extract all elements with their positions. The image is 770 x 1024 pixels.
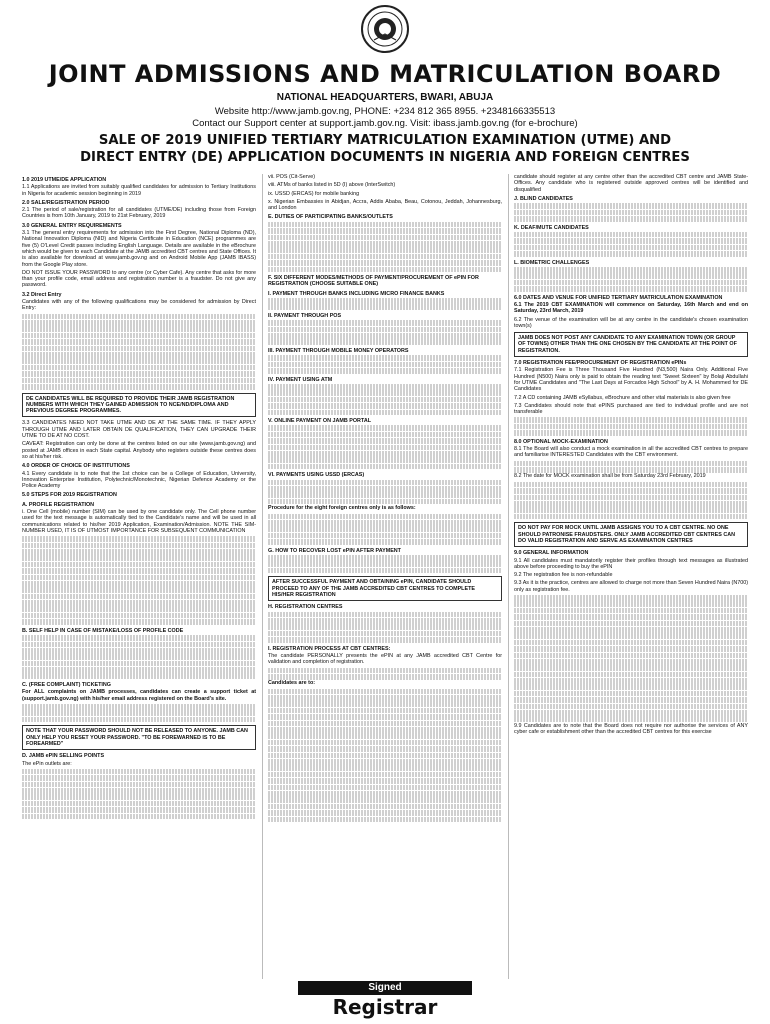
paragraph: 6.1 The 2019 CBT EXAMINATION will commence on Saturday, 16th March and end on Saturday, 23rd March, 2019 [514,301,748,315]
text-line [22,717,256,723]
paragraph: 9.1 All candidates must mandatorily register their profiles through text messages as illustrated above before proceeding to buy the ePIN [514,557,748,570]
text-line [268,438,502,444]
text-line [514,216,748,222]
text-line [268,235,502,241]
text-line [514,627,748,633]
notice-box: DE CANDIDATES WILL BE REQUIRED TO PROVIDE THEIR JAMB REGISTRATION NUMBERS WITH WHICH THEY GAINED ADMISSION TO NCE/ND/DIPLOMA AND PREVIOUS DEGREE PROGRAMMES. [22,393,256,418]
paragraph: Candidates are to: [268,680,316,687]
text-line [22,769,256,775]
text-line [22,320,256,326]
text-line [514,633,748,639]
text-line [514,704,748,710]
text-line [268,561,502,567]
text-line [22,648,256,654]
text-line [514,640,748,646]
text-line [268,520,502,526]
text-line [514,601,748,607]
text-line [268,526,502,532]
text-line [514,482,748,488]
section-heading: 5.0 STEPS FOR 2019 REGISTRATION [22,492,117,499]
text-line [22,807,256,813]
text-line [268,778,502,784]
text-line [514,467,748,473]
sub-heading: II. PAYMENT THROUGH POS [268,312,342,319]
text-line [268,810,502,816]
text-line [514,684,748,690]
text-line [268,267,502,273]
section-heading: F. SIX DIFFERENT MODES/METHODS OF PAYMENT/PROCUREMENT OF ePIN FOR REGISTRATION (CHOOSE SUITABLE ONE) [268,275,479,288]
text-line [514,716,748,722]
section-heading: 7.0 REGISTRATION FEE/PROCUREMENT OF REGISTRATION ePINs [514,360,687,367]
text-line [22,371,256,377]
text-line [268,721,502,727]
text-line [268,740,502,746]
text-line [22,346,256,352]
text-line [22,555,256,561]
text-line [268,320,502,326]
text-line [268,397,502,403]
text-line [268,254,502,260]
paragraph: 9.9 Candidates are to note that the Board does not require nor authorise the services of ANY cyber cafe or establishment other than the accredited CBT centres for this exercise [514,722,748,736]
paragraph: For ALL complaints on JAMB processes, candidates can create a support ticket at (support.jamb.gov.ng) with his/her email address registered on the Board's site. [22,689,256,702]
text-line [268,384,502,390]
text-line [514,495,748,501]
sub-heading: B. SELF HELP IN CASE OF MISTAKE/LOSS OF PROFILE CODE [22,627,184,634]
paragraph: 9.2 The registration fee is non-refundable [514,572,613,579]
paragraph: 7.3 Candidates should note that ePINS purchased are tied to individual profile and are not transferable [514,402,748,416]
text-line [22,642,256,648]
paragraph: Candidates with any of the following qualifications may be considered for admission by Direct Entry: [22,299,256,312]
text-line [268,457,502,463]
text-line [268,445,502,451]
text-line [22,782,256,788]
body-columns [22,174,748,979]
text-line [22,543,256,549]
text-line [514,245,748,251]
text-line [268,333,502,339]
text-line [268,797,502,803]
paragraph: i. One Cell (mobile) number (SIM) can be used by one candidate only. The Cell phone number used for the text message is automatically tied to the Candidate's name and will be used in all communications related to his/her 2019 Application, Examination/Admission. NOTE THE SIM-NUMBER USED, IT IS OF UTMOST IMPORTANCE FOR SUBSEQUENT COMMUNICATION [22,508,256,534]
text-line [514,608,748,614]
sub-heading: A. PROFILE REGISTRATION [22,501,95,508]
text-line [268,304,502,310]
text-line [268,451,502,457]
text-line [514,672,748,678]
text-line [22,568,256,574]
paragraph: 7.2 A CD containing JAMB eSyllabus, eBrochure and other vital materials is also given free [514,394,731,401]
text-line [268,355,502,361]
text-line [268,674,502,680]
text-line [514,251,748,257]
column-1 [22,174,256,979]
sub-heading: I. REGISTRATION PROCESS AT CBT CENTRES: [268,645,391,652]
text-line [22,333,256,339]
text-line [268,624,502,630]
text-line [514,430,748,436]
text-line [268,339,502,345]
sub-heading: G. HOW TO RECOVER LOST ePIN AFTER PAYMENT [268,547,401,554]
paragraph: 8.2 The date for MOCK examination shall be from Saturday 23rd February, 2019 [514,473,706,480]
text-line [22,378,256,384]
text-line [514,691,748,697]
text-line [22,549,256,555]
list-item: vii. POS (Cit-Serve) [268,174,316,180]
text-line [268,785,502,791]
sub-heading: III. PAYMENT THROUGH MOBILE MONEY OPERATORS [268,348,409,355]
list-item: x. Nigerian Embassies in Abidjan, Accra, Addis Ababa, Beau, Cotonou, Jeddah, Johannesburg, and London [268,198,502,212]
paragraph: 6.2 The venue of the examination will be at any centre in the candidate's chosen examination town(s) [514,316,748,329]
text-line [514,501,748,507]
text-line [514,514,748,520]
paragraph: 7.1 Registration Fee is Three Thousand Five Hundred (N3,500) Naira Only. Additional Five Hundred (N500) Naira only is paid to obtain the reading text "Sweet Sixteen" by Bolaji Abdullahi for UTME Candidates and "The Last Days at Forcados High School" by A. H. Mohammed for DE Candidates [514,367,748,393]
text-line [268,410,502,416]
headquarters-address: NATIONAL HEADQUARTERS, BWARI, ABUJA [276,92,494,103]
sub-heading: VI. PAYMENTS USING USSD (ERCAS) [268,472,365,479]
text-line [514,273,748,279]
text-line [514,710,748,716]
text-line [268,539,502,545]
board-title: JOINT ADMISSIONS AND MATRICULATION BOARD [48,60,722,88]
text-line [514,232,748,238]
paragraph: 2.1 The period of sale/registration for all candidates (UTME/DE) including those from Foreign Countries is from 10th January, 2019 to 21st February, 2019 [22,207,256,220]
notice-box: AFTER SUCCESSFUL PAYMENT AND OBTAINING ePIN, CANDIDATE SHOULD PROCEED TO ANY OF THE JAMB ACCREDITED CBT CENTRES TO COMPLETE HIS/HER REGISTRATION [268,576,502,601]
text-line [514,595,748,601]
text-line [268,241,502,247]
section-heading: 3.0 GENERAL ENTRY REQUIREMENTS [22,222,122,229]
text-line [22,339,256,345]
text-line [514,488,748,494]
text-line [514,621,748,627]
text-line [268,746,502,752]
signed-bar: Signed [298,981,472,995]
paragraph: CAVEAT: Registration can only be done at the centres listed on our site (www.jamb.gov.ng) and posted at JAMB offices in each State capital. Anybody who registers outside these centres does so at his/her risk. [22,441,256,460]
text-line [514,280,748,286]
text-line [268,695,502,701]
text-line [268,753,502,759]
text-line [514,203,748,209]
registrar-signature: Registrar [332,995,438,1019]
text-line [22,661,256,667]
text-line [268,727,502,733]
text-line [268,631,502,637]
text-line [22,352,256,358]
text-line [268,714,502,720]
text-line [268,765,502,771]
text-line [268,499,502,505]
text-line [22,635,256,641]
sub-heading: I. PAYMENT THROUGH BANKS INCLUDING MICRO FINANCE BANKS [268,290,445,297]
support-contact-line: Contact our Support center at support.jamb.gov.ng. Visit: ibass.jamb.gov.ng (for e-brochure) [192,118,578,129]
text-line [22,314,256,320]
text-line [22,619,256,625]
text-line [22,365,256,371]
list-item: ix. USSD (ERCAS) for mobile banking [268,190,360,197]
text-line [268,228,502,234]
text-line [22,606,256,612]
text-line [514,417,748,423]
section-heading: 8.0 OPTIONAL MOCK-EXAMINATION [514,438,608,445]
text-line [514,614,748,620]
text-line [22,358,256,364]
text-line [22,667,256,673]
section-heading: 1.0 2019 UTME/DE APPLICATION [22,177,107,183]
text-line [514,646,748,652]
paragraph: candidate should register at any centre other than the accredited CBT centre and JAMB State-Offices. Any candidate who is registered outside approved centres will be identified and disqualified [514,174,748,193]
text-line [22,326,256,332]
section-heading: J. BLIND CANDIDATES [514,195,573,202]
text-line [268,514,502,520]
section-heading: K. DEAF/MUTE CANDIDATES [514,224,589,231]
text-line [268,689,502,695]
text-line [514,507,748,513]
text-line [514,267,748,273]
text-line [514,210,748,216]
column-3 [514,174,748,979]
text-line [268,222,502,228]
text-line [268,804,502,810]
notice-box: DO NOT PAY FOR MOCK UNTIL JAMB ASSIGNS YOU TO A CBT CENTRE. NO ONE SHOULD PATRONISE FRAUDSTERS. ONLY JAMB ACCREDITED CBT CENTRES CAN DO VALID REGISTRATION AND SERVE AS EXAMINATION CENTRES [514,522,748,547]
section-heading: L. BIOMETRIC CHALLENGES [514,259,590,266]
text-line [22,587,256,593]
text-line [514,659,748,665]
text-line [268,368,502,374]
text-line [268,701,502,707]
paragraph: 4.1 Every candidate is to note that the 1st choice can be a College of Education, University, Innovation Enterprise Institution, Polytechnic/Monotechnic, Nigerian Defence Academy or the Police Academy [22,470,256,490]
text-line [268,425,502,431]
text-line [268,759,502,765]
text-line [268,733,502,739]
jamb-seal-logo [360,4,410,54]
section-heading: 9.0 GENERAL INFORMATION [514,550,589,557]
text-line [514,424,748,430]
banner-line-1: SALE OF 2019 UNIFIED TERTIARY MATRICULATION EXAMINATION (UTME) AND [98,133,672,148]
section-heading: E. DUTIES OF PARTICIPATING BANKS/OUTLETS [268,214,393,221]
text-line [22,536,256,542]
text-line [268,403,502,409]
notice-box: NOTE THAT YOUR PASSWORD SHOULD NOT BE RELEASED TO ANYONE. JAMB CAN ONLY HELP YOU RESET YOUR PASSWORD. "TO BE FOREWARNED IS TO BE FOREARMED" [22,725,256,750]
text-line [514,238,748,244]
text-line [268,708,502,714]
notice-box: JAMB DOES NOT POST ANY CANDIDATE TO ANY EXAMINATION TOWN (OR GROUP OF TOWNS) OTHER THAN THE ONE CHOSEN BY THE CANDIDATE AT THE POINT OF REGISTRATION. [514,332,748,357]
text-line [268,480,502,486]
text-line [22,594,256,600]
section-heading: 3.2 Direct Entry [22,291,62,298]
text-line [22,575,256,581]
text-line [268,668,502,674]
text-line [268,637,502,643]
text-line [514,665,748,671]
section-heading: 6.0 DATES AND VENUE FOR UNIFIED TERTIARY MATRICULATION EXAMINATION [514,294,723,301]
paragraph: 3.3 CANDIDATES NEED NOT TAKE UTME AND DE AT THE SAME TIME. IF THEY APPLY THROUGH UTME AND LATER OBTAIN DE QUALIFICATION, THEY CAN UPGRADE THEIR UTME TO DE AT NO COST. [22,420,256,440]
text-line [22,600,256,606]
sub-heading: V. ONLINE PAYMENT ON JAMB PORTAL [268,418,372,425]
text-line [268,533,502,539]
section-heading: 2.0 SALE/REGISTRATION PERIOD [22,199,110,206]
text-line [268,432,502,438]
text-line [268,568,502,574]
paragraph: 8.1 The Board will also conduct a mock examination in all the accredited CBT centres to prepare and familiarise INTERESTED Candidates with the CBT environment. [514,446,748,459]
sub-heading: IV. PAYMENT USING ATM [268,376,333,383]
text-line [268,298,502,304]
text-line [268,618,502,624]
text-line [22,384,256,390]
sub-heading: D. JAMB ePIN SELLING POINTS [22,753,105,760]
section-heading: 4.0 ORDER OF CHOICE OF INSTITUTIONS [22,463,130,470]
text-line [268,247,502,253]
text-line [22,801,256,807]
text-line [268,327,502,333]
text-line [268,464,502,470]
sale-banner [22,132,748,166]
text-line [268,612,502,618]
text-line [514,697,748,703]
text-line [22,613,256,619]
text-line [22,562,256,568]
text-line [514,653,748,659]
paragraph: 1.1 Applications are invited from suitably qualified candidates for admission to Tertiary Institutions in Nigeria for academic session beginning in 2019 [22,184,256,197]
text-line [268,486,502,492]
text-line [514,461,748,467]
text-line [22,673,256,679]
text-line [514,286,748,292]
text-line [22,710,256,716]
list-item: viii. ATMs of banks listed in 5D (I) above (InterSwitch) [268,182,396,189]
sub-heading: H. REGISTRATION CENTRES [268,604,343,611]
text-line [22,814,256,820]
paragraph: The candidate PERSONALLY presents the ePIN at any JAMB accredited CBT Centre for validation and completion of registration. [268,653,502,666]
text-line [514,678,748,684]
website-phone-line: Website http://www.jamb.gov.ng, PHONE: +234 812 365 8955. +2348166335513 [214,106,556,117]
paragraph: The ePin outlets are: [22,760,72,767]
text-line [268,492,502,498]
text-line [22,775,256,781]
text-line [268,817,502,823]
text-line [268,555,502,561]
sub-heading: C. (FREE COMPLAINT) TICKETING [22,682,111,689]
text-line [22,654,256,660]
paragraph: 3.1 The general entry requirements for admission into the First Degree, National Diploma (ND), National Innovation Diploma (NID) and Nigeria Certificate in Education (NCE) programmes are five (5) O'Level Credit passes including English Language. Details are available in the eBrochure which would be given to each Candidate at the JAMB accredited CBT centres and State Offices. It is also available for download at www.jamb.gov.ng and on Android Mobile App (JAMB IBASS) from the Google Play store. [22,230,256,268]
banner-line-2: DIRECT ENTRY (DE) APPLICATION DOCUMENTS IN NIGERIA AND FOREIGN CENTRES [80,150,690,165]
paragraph: DO NOT ISSUE YOUR PASSWORD to any centre (or Cyber Cafe). Any centre that asks for more than your profile code, email address and registration number is a fraudster. Do not give any password. [22,269,256,289]
text-line [268,362,502,368]
paragraph: Procedure for the eight foreign centres only is as follows: [268,505,416,512]
text-line [22,788,256,794]
text-line [268,772,502,778]
text-line [22,581,256,587]
text-line [268,260,502,266]
text-line [268,791,502,797]
text-line [22,794,256,800]
column-2 [268,174,502,979]
text-line [22,704,256,710]
text-line [268,390,502,396]
paragraph: 9.3 As it is the practice, centres are allowed to charge not more than Seven Hundred Naira (N700) only as registration fee. [514,580,748,593]
